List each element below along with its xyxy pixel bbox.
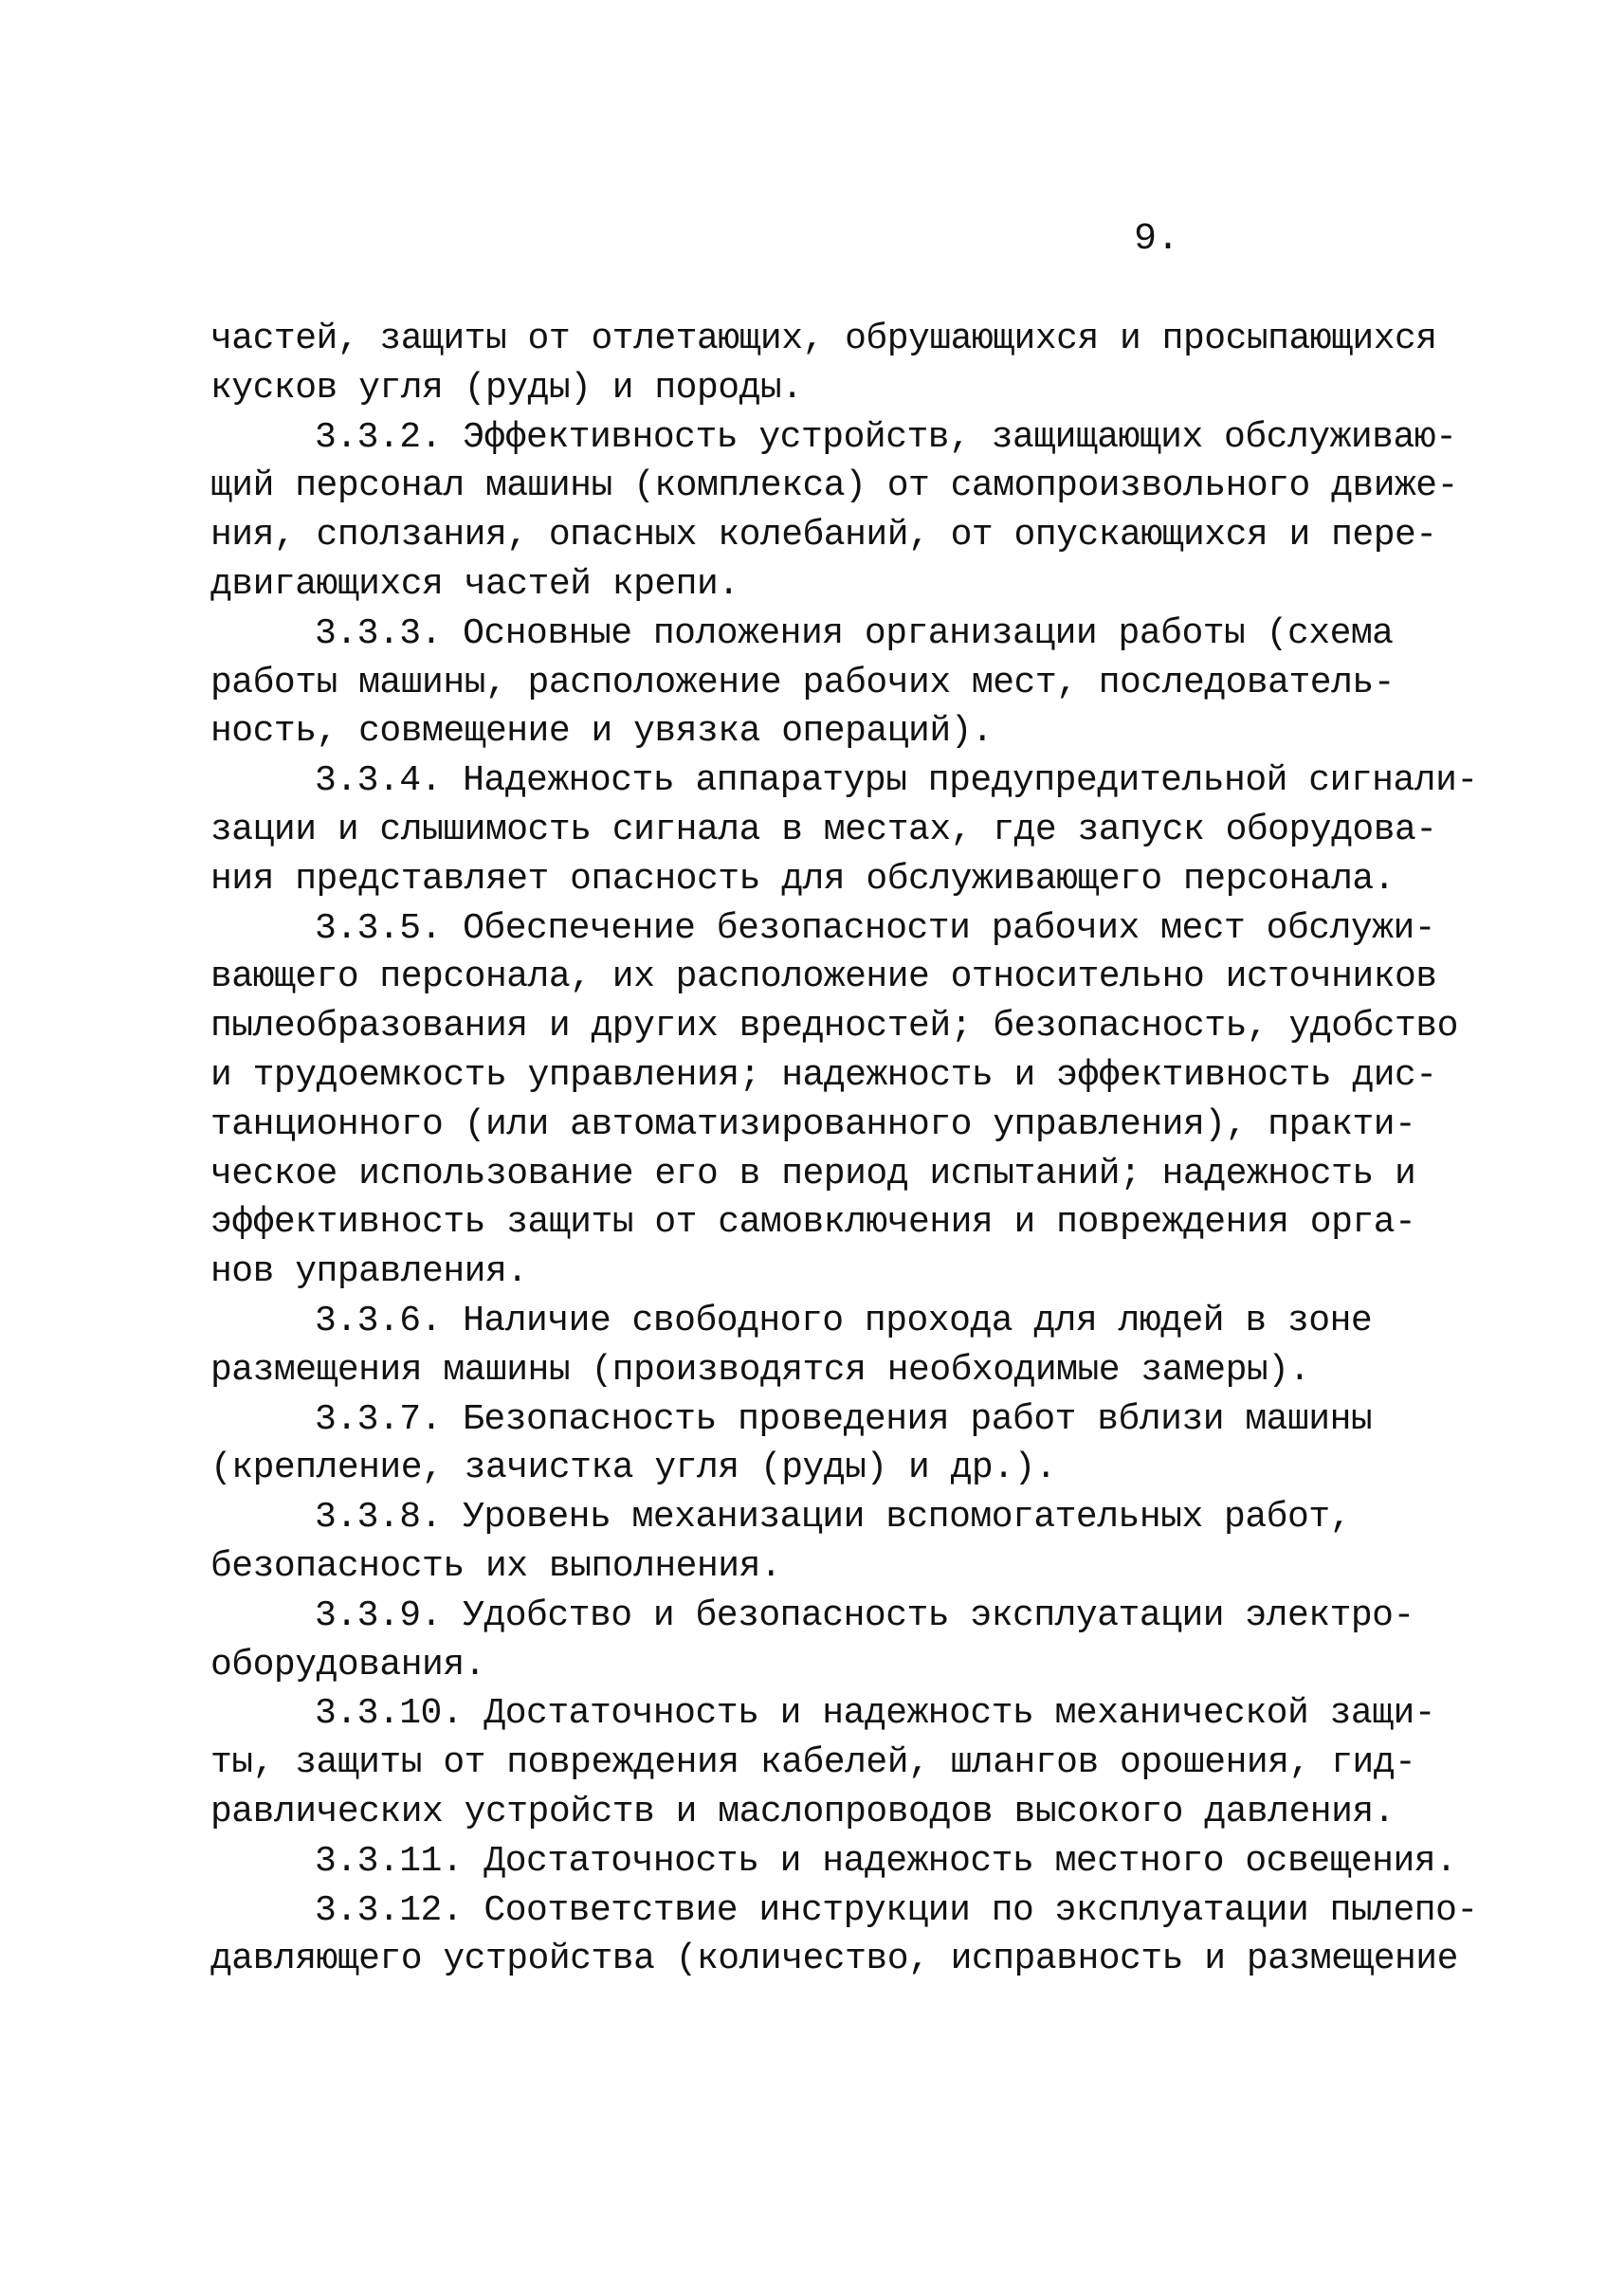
text-line: 3.3.10. Достаточность и надежность механической защи- [315,1693,1436,1735]
page-number: 9. [1134,218,1180,261]
text-line: 3.3.6. Наличие свободного прохода для людей в зоне [315,1300,1373,1341]
text-line: 3.3.8. Уровень механизации вспомогательных работ, [315,1497,1351,1539]
text-line: пылеобразования и других вредностей; безопасность, удобство [210,1006,1458,1047]
text-line: (крепление, зачистка угля (руды) и др.). [210,1448,1057,1489]
text-line: кусков угля (руды) и породы. [210,367,803,409]
text-line: размещения машины (производятся необходимые замеры). [210,1349,1310,1391]
text-line: ность, совмещение и увязка операций). [210,711,994,753]
text-line: 3.3.5. Обеспечение безопасности рабочих мест обслужи- [315,907,1436,949]
text-line: ния представляет опасность для обслуживающего персонала. [210,858,1396,900]
text-line: нов управления. [210,1251,528,1293]
body-text [210,315,1478,1984]
text-line: равлических устройств и маслопроводов высокого давления. [210,1791,1396,1832]
text-line: щий персонал машины (комплекса) от самопроизвольного движе- [210,465,1458,507]
text-line: давляющего устройства (количество, исправность и размещение [210,1939,1458,1980]
text-line: вающего персонала, их расположение относительно источников [210,956,1437,998]
text-line: 3.3.4. Надежность аппаратуры предупредительной сигнали- [315,760,1478,802]
text-line: и трудоемкость управления; надежность и эффективность дис- [210,1054,1437,1096]
text-line: безопасность их выполнения. [210,1545,782,1587]
text-line: 3.3.7. Безопасность проведения работ вблизи машины [315,1398,1373,1440]
text-line: ты, защиты от повреждения кабелей, шлангов орошения, гид- [210,1742,1416,1784]
text-line: ния, сползания, опасных колебаний, от опускающихся и пере- [210,515,1437,556]
text-line: ческое использование его в период испытаний; надежность и [210,1153,1416,1194]
text-line: двигающихся частей крепи. [210,563,739,605]
text-line: 3.3.2. Эффективность устройств, защищающих обслуживаю- [315,416,1457,458]
text-line: эффективность защиты от самовключения и повреждения орга- [210,1202,1416,1244]
text-line: частей, защиты от отлетающих, обрушающихся и просыпающихся [210,319,1437,359]
text-line: работы машины, расположение рабочих мест, последователь- [210,662,1396,703]
text-line: 3.3.12. Соответствие инструкции по эксплуатации пылепо- [315,1889,1478,1931]
text-line: 3.3.3. Основные положения организации работы (схема [315,612,1394,654]
text-line: танционного (или автоматизированного управления), практи- [210,1103,1416,1145]
text-line: 3.3.9. Удобство и безопасность эксплуатации электро- [315,1594,1414,1636]
text-line: оборудования. [210,1644,485,1685]
text-line: 3.3.11. Достаточность и надежность местного освещения. [315,1840,1457,1882]
text-line: зации и слышимость сигнала в местах, где запуск оборудова- [210,809,1437,850]
